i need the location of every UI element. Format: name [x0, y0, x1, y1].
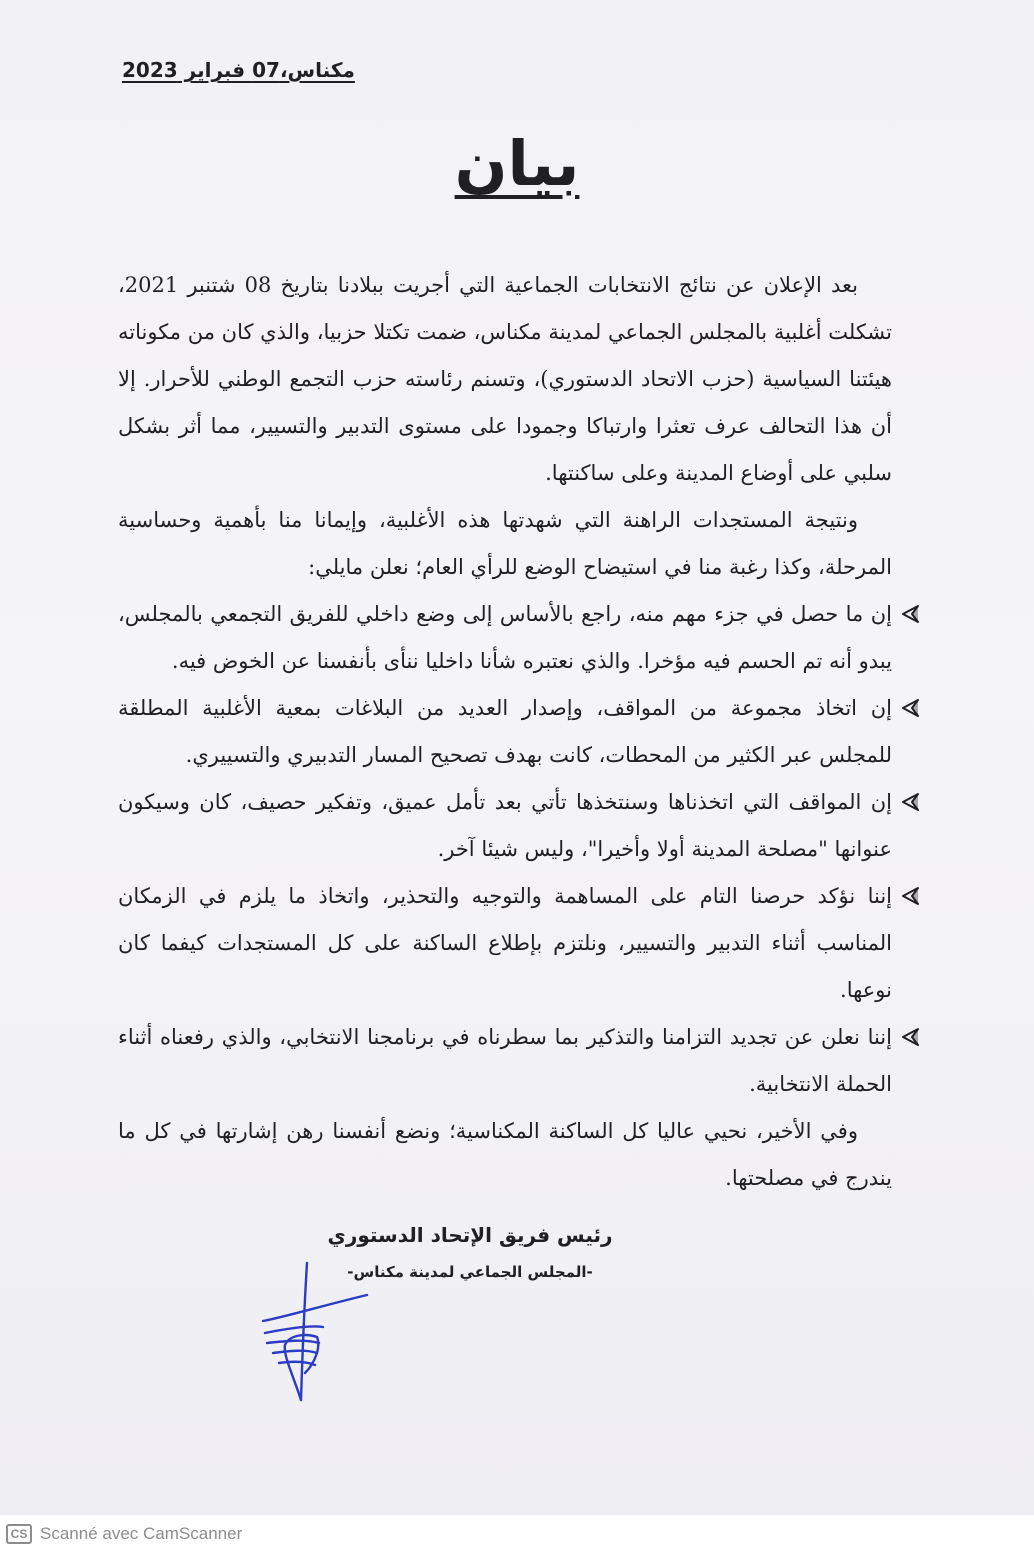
scanner-footer	[0, 1515, 1034, 1554]
signatory-council: -المجلس الجماعي لمدينة مكناس-	[347, 1263, 593, 1281]
list-item	[118, 685, 928, 779]
arrow-bullet-icon	[898, 696, 922, 720]
arrow-bullet-icon	[898, 602, 922, 626]
document-title: بيان	[454, 127, 580, 200]
handwritten-signature	[255, 1255, 375, 1405]
document-date: مكناس،07 فبراير 2023	[122, 58, 355, 82]
point-text: إن ما حصل في جزء مهم منه، راجع بالأساس إلى وضع داخلي للفريق التجمعي بالمجلس، يبدو أنه تم الحسم فيه مؤخرا. والذي نعتبره شأنا داخليا ننأى بأنفسنا عن الخوض فيه.	[118, 602, 892, 673]
arrow-bullet-icon	[898, 1025, 922, 1049]
list-item	[118, 779, 928, 873]
camscanner-logo-icon: CS	[6, 1524, 32, 1544]
list-item	[118, 873, 928, 1014]
point-text: إن المواقف التي اتخذناها وسنتخذها تأتي بعد تأمل عميق، وتفكير حصيف، كان وسيكون عنوانها "مصلحة المدينة أولا وأخيرا"، وليس شيئا آخر.	[118, 790, 892, 861]
point-text: إن اتخاذ مجموعة من المواقف، وإصدار العديد من البلاغات بمعية الأغلبية المطلقة للمجلس عبر الكثير من المحطات، كانت بهدف تصحيح المسار التدبيري والتسييري.	[118, 696, 892, 767]
closing-paragraph: وفي الأخير، نحيي عاليا كل الساكنة المكناسية؛ ونضع أنفسنا رهن إشارتها في كل ما يندرج في مصلحتها.	[118, 1119, 892, 1190]
point-text: إننا نؤكد حرصنا التام على المساهمة والتوجيه والتحذير، واتخاذ ما يلزم في الزمكان المناسب أثناء التدبير والتسيير، ونلتزم بإطلاع الساكنة على كل المستجدات كيفما كان نوعها.	[118, 884, 892, 1002]
points-list	[118, 591, 892, 1108]
list-item	[118, 1014, 928, 1108]
arrow-bullet-icon	[898, 790, 922, 814]
signatory-title: رئيس فريق الإتحاد الدستوري	[327, 1223, 613, 1247]
point-text: إننا نعلن عن تجديد التزامنا والتذكير بما سطرناه في برنامجنا الانتخابي، والذي رفعناه أثناء الحملة الانتخابية.	[118, 1025, 892, 1096]
list-item	[118, 591, 928, 685]
context-paragraph: ونتيجة المستجدات الراهنة التي شهدتها هذه الأغلبية، وإيمانا منا بأهمية وحساسية المرحلة، وكذا رغبة منا في استيضاح الوضع للرأي العام؛ نعلن مايلي:	[118, 508, 892, 579]
document-body	[118, 262, 892, 1202]
scanner-watermark-text: Scanné avec CamScanner	[40, 1524, 243, 1543]
arrow-bullet-icon	[898, 884, 922, 908]
intro-paragraph: بعد الإعلان عن نتائج الانتخابات الجماعية التي أجريت ببلادنا بتاريخ 08 شتنبر 2021، تشكلت أغلبية بالمجلس الجماعي لمدينة مكناس، ضمت تكتلا حزبيا، والذي كان من مكوناته هيئتنا السياسية (حزب الاتحاد الدستوري)، وتسنم رئاسته حزب التجمع الوطني للأحرار. إلا أن هذا التحالف عرف تعثرا وارتباكا وجمودا على مستوى التدبير والتسيير، مما أثر بشكل سلبي على أوضاع المدينة وعلى ساكنتها.	[118, 273, 892, 485]
